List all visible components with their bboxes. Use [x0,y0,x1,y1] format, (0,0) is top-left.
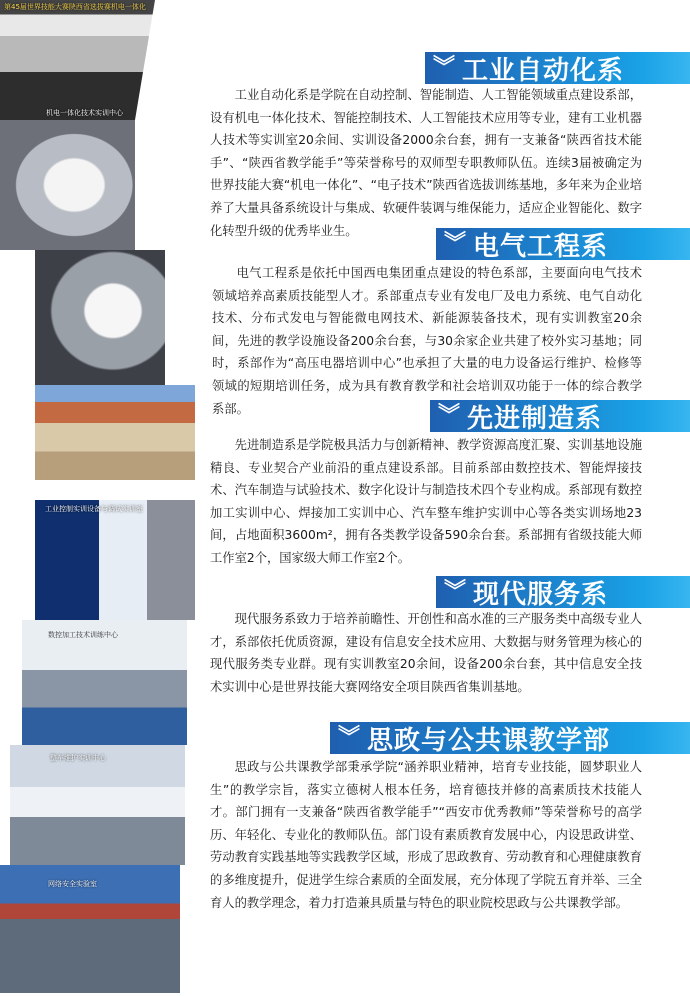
section-body-electrical-engineering: 电气工程系是依托中国西电集团重点建设的特色系部，主要面向电气技术领域培养高素质技能型人才。系部重点专业有发电厂及电力系统、电气自动化技术、分布式发电与智能微电网技术、新能源装备技术，现有实训教室20余间，先进的教学设施设备200余台套，与30余家企业共建了校外实习基地；同时，系部作为“高压电器培训中心”也承担了大量的电力设备运行维护、检修等领域的短期培训任务，成为具有教育教学和社会培训双功能于一体的综合教学系部。 [212,266,642,416]
section-header-ideological-public-courses [330,722,642,754]
section-body-modern-services: 现代服务系致力于培养前瞻性、开创性和高水准的三产服务类中高级专业人才，系部依托优质资源，建设有信息安全技术应用、大数据与财务管理为核心的现代服务类专业群。现有实训教室20余间，设备200余台套，其中信息安全技术实训中心是世界技能大赛网络安全项目陕西省集训基地。 [210,612,642,694]
strip-diagonal-mask [0,0,205,993]
section-header-industrial-automation [425,52,642,84]
section-header-advanced-manufacturing [430,400,642,432]
double-chevron-down-icon: ︾ [444,231,468,256]
double-chevron-down-icon: ︾ [338,725,362,750]
photo-caption: 工业控制实训设备与调试实训室 [45,505,143,513]
photo-strip [0,0,205,993]
photo-banner: 第45届世界技能大赛陕西省选拔赛机电一体化 [4,3,146,11]
section-title: 电气工程系 [473,231,609,262]
section-title: 思政与公共课教学部 [367,725,611,756]
double-chevron-down-icon: ︾ [438,403,462,428]
photo-caption: 机电一体化技术实训中心 [46,109,123,117]
section-body-advanced-manufacturing: 先进制造系是学院极具活力与创新精神、教学资源高度汇聚、实训基地设施精良、专业契合产业前沿的重点建设系部。目前系部由数控技术、智能焊接技术、汽车制造与试验技术、数字化设计与制造技术四个专业构成。系部现有数控加工实训中心、焊接加工实训中心、汽车整车维护实训中心等各类实训场地23间，占地面积3600m²，拥有各类教学设备590余台套。系部拥有省级技能大师工作室2个，国家级大师工作室2个。 [210,438,642,565]
photo-caption: 网络安全实验室 [48,880,97,888]
section-body-industrial-automation: 工业自动化系是学院在自动控制、智能制造、人工智能领域重点建设系部，设有机电一体化技术、智能控制技术、人工智能技术应用等专业，建有工业机器人技术等实训室20余间、实训设备2000余台套，拥有一支兼备“陕西省技术能手”、“陕西省教学能手”等荣誉称号的双师型专职教师队伍。连续3届被确定为世界技能大赛“机电一体化”、“电子技术”陕西省选拔训练基地，多年来为企业培养了大量具备系统设计与集成、软硬件装调与维保能力，适应企业智能化、数字化转型升级的优秀毕业生。 [210,88,642,238]
double-chevron-down-icon: ︾ [433,55,457,80]
section-title: 先进制造系 [467,403,603,434]
double-chevron-down-icon: ︾ [444,579,468,604]
section-body-ideological-public-courses: 思政与公共课教学部秉承学院“涵养职业精神，培育专业技能，圆梦职业人生”的教学宗旨，落实立德树人根本任务，培育德技并修的高素质技术技能人才。部门拥有一支兼备“陕西省教学能手”“西安市优秀教师”等荣誉称号的高学历、年轻化、专业化的教师队伍。部门设有素质教育发展中心，内设思政讲堂、劳动教育实践基地等实践教学区域，形成了思政教育、劳动教育和心理健康教育的多维度提升，促进学生综合素质的全面发展，充分体现了学院五育并举、三全育人的教学理念，着力打造兼具质量与特色的职业院校思政与公共课教学部。 [210,760,642,910]
section-title: 工业自动化系 [462,55,625,86]
section-title: 现代服务系 [473,579,609,610]
section-header-electrical-engineering [436,228,642,260]
photo-caption: 整车维护实训中心 [50,754,106,762]
section-header-modern-services [436,576,642,608]
photo-caption: 数控加工技术训练中心 [48,631,118,639]
